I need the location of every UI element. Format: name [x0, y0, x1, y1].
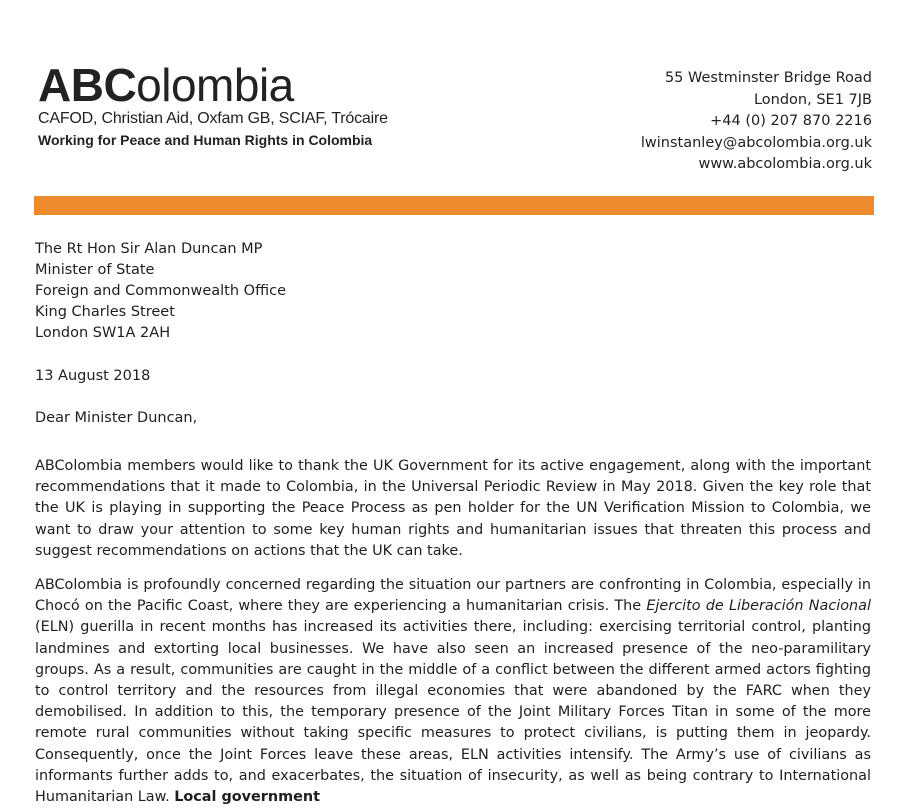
- paragraph-2-part-1: ABColombia is profoundly concerned regarding the situation our partners are confronting in Colombia, especially in Chocó on the Pacific Coast, where they are experiencing a humanitarian crisis. The: [35, 577, 871, 615]
- recipient-street: King Charles Street: [35, 304, 175, 320]
- sender-city: London, SE1 7JB: [753, 91, 872, 108]
- logo-bold-part: ABC: [38, 59, 137, 111]
- recipient-title: Minister of State: [35, 262, 155, 278]
- sender-website: www.abcolombia.org.uk: [698, 156, 872, 172]
- recipient-office: Foreign and Commonwealth Office: [35, 283, 286, 299]
- paragraph-2-italic: Ejercito de Liberación Nacional: [646, 598, 871, 615]
- sender-address: [641, 68, 872, 176]
- salutation: Dear Minister Duncan,: [35, 410, 198, 426]
- sender-street: 55 Westminster Bridge Road: [664, 70, 872, 86]
- recipient-city: London SW1A 2AH: [35, 325, 171, 341]
- recipient-address: [35, 239, 286, 344]
- member-organisations: CAFOD, Christian Aid, Oxfam GB, SCIAF, Trócaire: [38, 110, 388, 127]
- paragraph-2-part-2: (ELN) guerilla in recent months has increased its activities there, including: exercising territorial control, planting landmines and extorting local businesses. We have also seen an increased presence of the neo-paramilitary groups. As a result, communities are caught in the middle of a conflict between the different armed actors fighting to control territory and the resources from illegal economies that were abandoned by the FARC when they demobilised. In addition to this, the temporary presence of the Joint Military Forces Titan in some of the more remote rural communities without taking specific measures to protect civilians, is putting them in jeopardy. Consequently, once the Joint Forces leave these areas, ELN activities intensify. The Army’s use of civilians as informants further adds to, and exacerbates, the situation of insecurity, as well as being contrary to International Humanitarian Law.: [35, 619, 871, 806]
- letter-date: 13 August 2018: [35, 368, 151, 384]
- tagline: Working for Peace and Human Rights in Colombia: [38, 132, 373, 148]
- letterhead-divider-bar: [34, 196, 874, 215]
- recipient-name: The Rt Hon Sir Alan Duncan MP: [35, 241, 263, 257]
- paragraph-2-bold: Local government: [174, 789, 321, 806]
- sender-phone: +44 (0) 207 870 2216: [710, 113, 872, 129]
- logo-regular-part: olombia: [136, 59, 294, 111]
- body-paragraph-2: [35, 575, 871, 808]
- organisation-logo: [38, 60, 388, 110]
- body-paragraph-1: ABColombia members would like to thank the UK Government for its active engagement, along with the important recommendations that it made to Colombia, in the Universal Periodic Review in May 2018. Given the key role that the UK is playing in supporting the Peace Process as pen holder for the UN Verification Mission to Colombia, we want to draw your attention to some key human rights and humanitarian issues that threaten this process and suggest recommendations on actions that the UK can take.: [35, 458, 871, 559]
- letterhead-logo: [38, 60, 388, 148]
- sender-email: lwinstanley@abcolombia.org.uk: [640, 134, 872, 151]
